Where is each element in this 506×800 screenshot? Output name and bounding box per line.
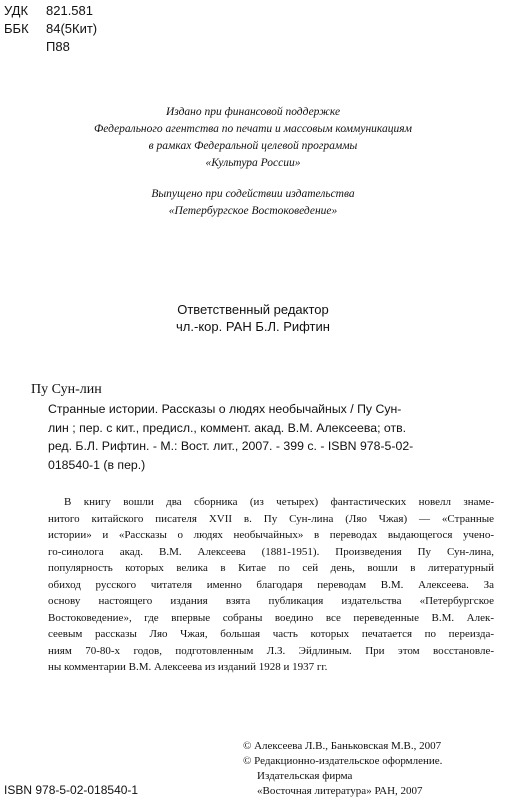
annotation-line: го-синолога акад. В.М. Алексеева (1881-1951). Произведения Пу Сун-лина, — [48, 545, 494, 558]
udk-value: 821.581 — [46, 3, 93, 18]
copyright-line: © Алексеева Л.В., Баньковская М.В., 2007 — [243, 740, 442, 752]
annotation-line: ниям 70-80-х годов, подготовленным Л.З. Эйдлиным. При этом восстановле- — [48, 644, 494, 657]
editor-block — [0, 301, 506, 335]
support-note-line: «Культура России» — [205, 157, 301, 169]
bib-line: 018540-1 (в пер.) — [48, 457, 146, 472]
support-note-line: Издано при финансовой поддержке — [165, 106, 341, 118]
bib-description — [48, 400, 494, 474]
copyright-block — [243, 739, 442, 799]
annotation-line: ны комментарии В.М. Алексеева из изданий 1928 и 1937 гг. — [48, 661, 328, 673]
annotation — [48, 494, 494, 676]
bib-line: лин ; пер. с кит., предисл., коммент. акад. В.М. Алексеева; отв. — [48, 420, 407, 435]
udk-line — [4, 3, 93, 19]
copyright-line: «Восточная литература» РАН, 2007 — [257, 785, 423, 797]
annotation-line: основу настоящего издания взята публикация издательства «Петербургское — [48, 595, 494, 607]
annotation-line: Востоковедение», где впервые собраны воедино все переведенные В.М. Алек- — [48, 611, 494, 624]
support-note-line: в рамках Федеральной целевой программы — [148, 140, 358, 152]
editor-role: Ответственный редактор — [177, 302, 329, 317]
annotation-line: сеевым рассказы Ляо Чжая, большая часть которых печатается по переизда- — [48, 628, 494, 640]
cutter-mark: П88 — [46, 39, 70, 54]
annotation-line: популярность которых велика в Китае по сей день, вошли в литературный — [48, 562, 494, 574]
annotation-line: обиход русского читателя именно благодаря переводам В.М. Алексеева. За — [48, 578, 494, 591]
copyright-line: Издательская фирма — [257, 770, 353, 782]
bib-line: Странные истории. Рассказы о людях необычайных / Пу Сун- — [48, 402, 402, 416]
assistance-note-line: «Петербургское Востоковедение» — [168, 205, 338, 217]
editor-name: чл.-кор. РАН Б.Л. Рифтин — [176, 319, 330, 334]
bbk-line — [4, 21, 97, 37]
support-note-line: Федерального агентства по печати и массовым коммуникациям — [94, 123, 412, 135]
udk-label: УДК — [4, 3, 29, 18]
annotation-line: нитого китайского писателя XVII в. Пу Сун-лина (Ляо Чжая) — «Странные — [48, 512, 494, 525]
annotation-line: истории» и «Рассказы о людях необычайных» в переводах выдающегося учено- — [48, 529, 494, 541]
assistance-note-line: Выпущено при содействии издательства — [151, 188, 355, 200]
support-note — [0, 104, 506, 172]
bbk-label: ББК — [4, 21, 29, 36]
annotation-line: В книгу вошли два сборника (из четырех) фантастических новелл знаме- — [64, 496, 494, 508]
bib-author: Пу Сун-лин — [31, 382, 102, 397]
bib-line: ред. Б.Л. Рифтин. - М.: Вост. лит., 2007. - 399 с. - ISBN 978-5-02- — [48, 439, 414, 453]
copyright-line: © Редакционно-издательское оформление. — [243, 755, 443, 767]
assistance-note — [0, 186, 506, 220]
isbn-footer: ISBN 978-5-02-018540-1 — [4, 783, 139, 797]
bbk-value: 84(5Кит) — [46, 21, 98, 36]
